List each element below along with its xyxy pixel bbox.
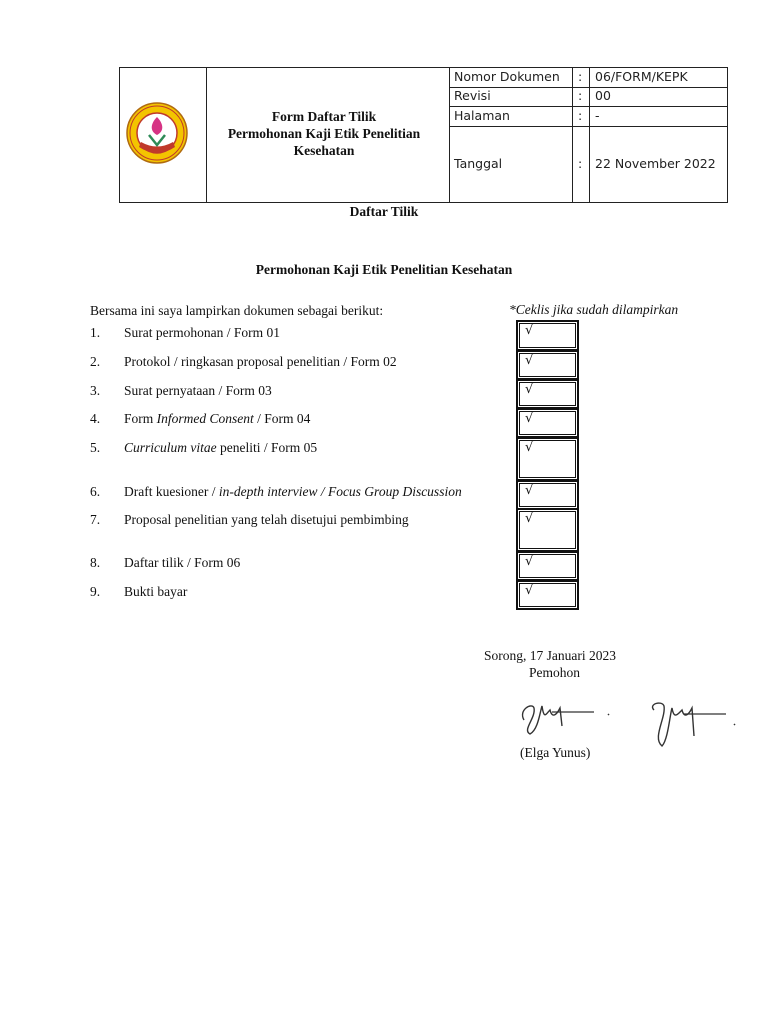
signer-role: Pemohon [529,665,581,680]
checkbox-item-7[interactable] [516,508,579,552]
meta-sep: : [578,69,583,84]
item-number: 2. [90,354,101,369]
checkmark-icon: √ [525,411,534,426]
meta-value: - [595,108,600,123]
checkbox-item-4[interactable] [516,408,579,438]
signer-name: (Elga Yunus) [520,745,591,760]
checkmark-icon: √ [525,382,534,397]
list-item: Draft kuesioner / in-depth interview / Focus Group Discussion [124,484,462,499]
checklist-note: *Ceklis jika sudah dilampirkan [509,302,679,317]
institution-logo [125,101,189,165]
meta-value: 00 [595,88,611,103]
document-title: Daftar Tilik [349,204,419,219]
checkmark-icon: √ [525,583,534,598]
checkbox-item-3[interactable] [516,379,579,409]
item-number: 4. [90,411,101,426]
item-number: 5. [90,440,101,455]
list-item: Daftar tilik / Form 06 [124,555,241,570]
checkmark-icon: √ [525,353,534,368]
meta-label: Halaman [454,108,510,123]
item-number: 3. [90,383,101,398]
checkmark-icon: √ [525,483,534,498]
checkbox-item-6[interactable] [516,480,579,510]
checkmark-icon: √ [525,511,534,526]
meta-sep: : [578,88,583,103]
meta-sep: : [578,108,583,123]
meta-value: 06/FORM/KEPK [595,69,688,84]
item-number: 9. [90,584,101,599]
intro-text: Bersama ini saya lampirkan dokumen sebagai berikut: [90,303,384,318]
checkbox-item-8[interactable] [516,551,579,581]
document-header-table [119,67,728,203]
checkbox-item-5[interactable] [516,437,579,481]
list-item: Protokol / ringkasan proposal penelitian / Form 02 [124,354,397,369]
item-number: 7. [90,512,101,527]
meta-label: Tanggal [454,156,503,171]
place-date: Sorong, 17 Januari 2023 [484,648,616,663]
form-title: Form Daftar Tilik Permohonan Kaji Etik Penelitian Kesehatan [227,109,421,158]
meta-label: Nomor Dokumen [454,69,560,84]
list-item: Form Informed Consent / Form 04 [124,411,311,426]
item-number: 6. [90,484,101,499]
checkmark-icon: √ [525,323,534,338]
item-number: 1. [90,325,101,340]
meta-sep: : [578,156,583,171]
list-item: Curriculum vitae peneliti / Form 05 [124,440,318,455]
list-item: Surat pernyataan / Form 03 [124,383,272,398]
document-subtitle: Permohonan Kaji Etik Penelitian Kesehatan [255,262,513,277]
list-item: Bukti bayar [124,584,188,599]
checkbox-item-9[interactable] [516,580,579,610]
checkmark-icon: √ [525,554,534,569]
meta-value: 22 November 2022 [595,156,716,171]
item-number: 8. [90,555,101,570]
meta-label: Revisi [454,88,491,103]
list-item: Proposal penelitian yang telah disetujui pembimbing [124,512,409,527]
list-item: Surat permohonan / Form 01 [124,325,280,340]
checkbox-item-2[interactable] [516,350,579,380]
checkmark-icon: √ [525,440,534,455]
checkbox-item-1[interactable] [516,320,579,351]
